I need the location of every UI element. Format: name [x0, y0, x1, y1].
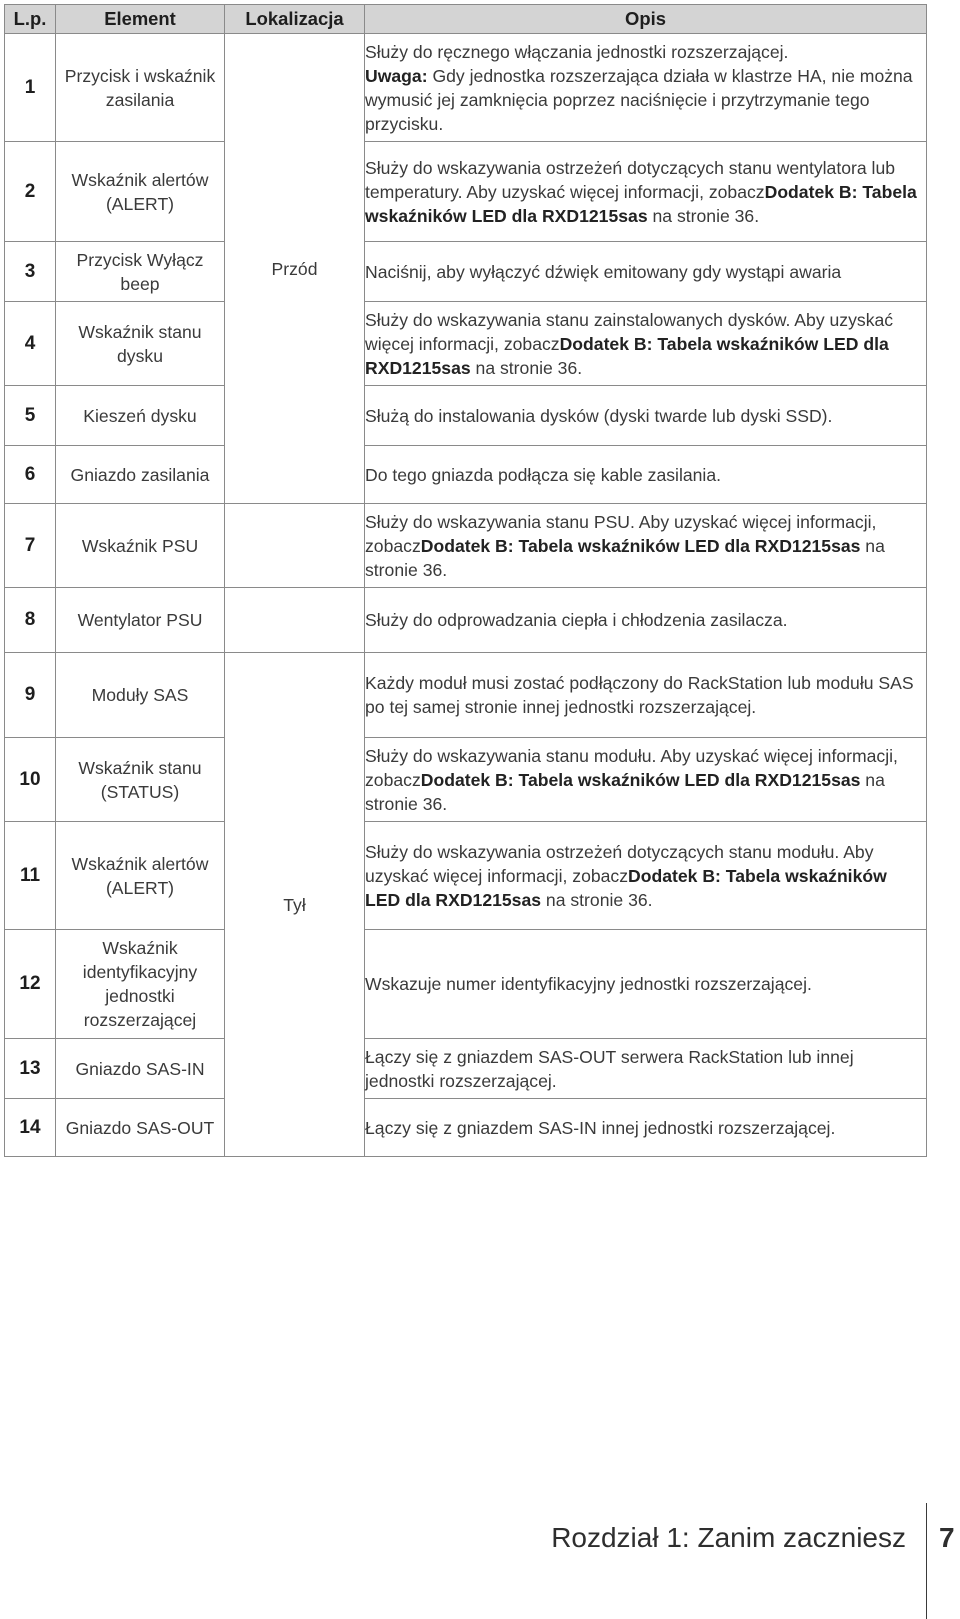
table-row: [5, 302, 927, 386]
table-row: [5, 930, 927, 1039]
header-location: Lokalizacja: [225, 5, 365, 34]
table-row: [5, 1039, 927, 1099]
row-number: 13: [5, 1039, 56, 1099]
description-text: Służy do wskazywania stanu zainstalowanych dysków. Aby uzyskać więcej informacji, zobacz: [365, 309, 894, 354]
row-number: 6: [5, 446, 56, 504]
table-row: [5, 142, 927, 242]
note-text: Gdy jednostka rozszerzająca działa w klastrze HA, nie można wymusić jej zamknięcia poprzez naciśnięcie i przytrzymanie tego przycisku.: [365, 65, 913, 134]
table-row: [5, 446, 927, 504]
page-reference: na stronie 36.: [647, 205, 760, 226]
page-reference: na stronie 36.: [470, 357, 583, 378]
element-name: Przycisk Wyłącz beep: [56, 242, 225, 302]
element-description: Każdy moduł musi zostać podłączony do RackStation lub modułu SAS po tej samej stronie innej jednostki rozszerzającej.: [365, 653, 927, 738]
element-description: [365, 738, 927, 822]
element-description: Wskazuje numer identyfikacyjny jednostki rozszerzającej.: [365, 930, 927, 1039]
table-row: [5, 34, 927, 142]
element-name: Wskaźnik PSU: [56, 504, 225, 588]
table-row: [5, 1099, 927, 1157]
element-name: Moduły SAS: [56, 653, 225, 738]
appendix-reference: Dodatek B: Tabela wskaźników LED dla RXD1215sas: [420, 769, 861, 790]
description-text: Służy do ręcznego włączania jednostki rozszerzającej.: [365, 41, 789, 62]
row-number: 10: [5, 738, 56, 822]
element-description: Łączy się z gniazdem SAS-OUT serwera RackStation lub innej jednostki rozszerzającej.: [365, 1039, 927, 1099]
page-reference: na stronie 36.: [365, 769, 885, 814]
element-description: Naciśnij, aby wyłączyć dźwięk emitowany gdy wystąpi awaria: [365, 242, 927, 302]
row-number: 9: [5, 653, 56, 738]
row-number: 2: [5, 142, 56, 242]
location-empty: [225, 504, 365, 588]
page-number: 7: [939, 1522, 955, 1553]
page-reference: na stronie 36.: [541, 889, 653, 910]
element-name: Kieszeń dysku: [56, 386, 225, 446]
element-name: Wentylator PSU: [56, 588, 225, 653]
element-description: [365, 822, 927, 930]
table-row: [5, 242, 927, 302]
element-name: Przycisk i wskaźnik zasilania: [56, 34, 225, 142]
table-row: [5, 653, 927, 738]
description-text: Służy do wskazywania ostrzeżeń dotyczących stanu modułu. Aby uzyskać więcej informacji, zobacz: [365, 841, 874, 886]
element-description: Do tego gniazda podłącza się kable zasilania.: [365, 446, 927, 504]
page-reference: na stronie 36.: [365, 535, 885, 580]
element-name: Wskaźnik stanu (STATUS): [56, 738, 225, 822]
element-description: [365, 504, 927, 588]
description-text: Służy do wskazywania stanu modułu. Aby uzyskać więcej informacji, zobacz: [365, 745, 898, 790]
element-name: Gniazdo SAS-IN: [56, 1039, 225, 1099]
location-back: Tył: [225, 653, 365, 1157]
element-description: [365, 302, 927, 386]
components-table: [4, 4, 927, 1157]
table-header-row: [5, 5, 927, 34]
element-description: Łączy się z gniazdem SAS-IN innej jednostki rozszerzającej.: [365, 1099, 927, 1157]
row-number: 4: [5, 302, 56, 386]
description-text: Służy do wskazywania ostrzeżeń dotyczących stanu wentylatora lub temperatury. Aby uzyskać więcej informacji, zobacz: [365, 157, 896, 202]
row-number: 3: [5, 242, 56, 302]
footer-divider: [926, 1503, 927, 1619]
appendix-reference: Dodatek B: Tabela wskaźników LED dla RXD1215sas: [365, 333, 889, 378]
row-number: 12: [5, 930, 56, 1039]
description-text: Służy do wskazywania stanu PSU. Aby uzyskać więcej informacji, zobacz: [365, 511, 877, 556]
header-lp: L.p.: [5, 5, 56, 34]
appendix-reference: Dodatek B: Tabela wskaźników LED dla RXD1215sas: [365, 181, 917, 226]
appendix-reference: Dodatek B: Tabela wskaźników LED dla RXD1215sas: [420, 535, 861, 556]
note-label: Uwaga:: [365, 65, 428, 86]
element-description: Służy do odprowadzania ciepła i chłodzenia zasilacza.: [365, 588, 927, 653]
element-name: Gniazdo SAS-OUT: [56, 1099, 225, 1157]
element-name: Wskaźnik identyfikacyjny jednostki rozszerzającej: [56, 930, 225, 1039]
location-empty: [225, 588, 365, 653]
row-number: 7: [5, 504, 56, 588]
chapter-title: Rozdział 1: Zanim zaczniesz: [551, 1522, 906, 1553]
element-name: Gniazdo zasilania: [56, 446, 225, 504]
element-name: Wskaźnik alertów (ALERT): [56, 822, 225, 930]
table-row: [5, 822, 927, 930]
element-description: [365, 142, 927, 242]
element-name: Wskaźnik alertów (ALERT): [56, 142, 225, 242]
appendix-reference: Dodatek B: Tabela wskaźników LED dla RXD1215sas: [365, 865, 887, 910]
table-row: [5, 504, 927, 588]
element-name: Wskaźnik stanu dysku: [56, 302, 225, 386]
header-description: Opis: [365, 5, 927, 34]
row-number: 5: [5, 386, 56, 446]
table-row: [5, 738, 927, 822]
row-number: 11: [5, 822, 56, 930]
table-row: [5, 588, 927, 653]
location-front: Przód: [225, 34, 365, 504]
table-row: [5, 386, 927, 446]
row-number: 8: [5, 588, 56, 653]
row-number: 1: [5, 34, 56, 142]
element-description: Służą do instalowania dysków (dyski twarde lub dyski SSD).: [365, 386, 927, 446]
element-description: [365, 34, 927, 142]
header-element: Element: [56, 5, 225, 34]
row-number: 14: [5, 1099, 56, 1157]
